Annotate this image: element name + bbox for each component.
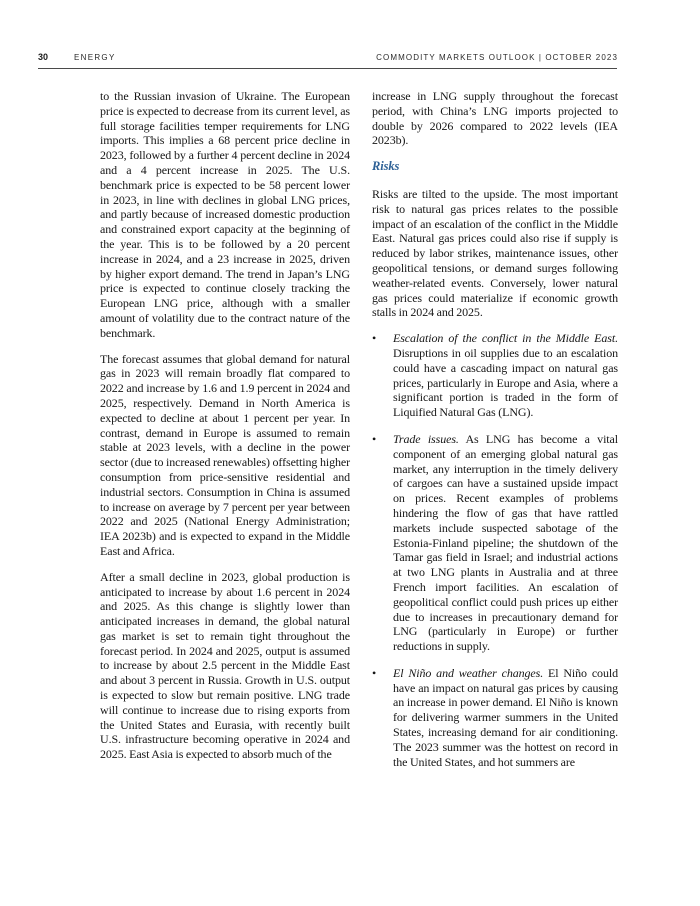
bullet-lead: Escalation of the conflict in the Middle East. [393,331,618,346]
bullet-body [393,432,618,654]
bullet-text: Disruptions in oil supplies due to an escalation could have a cascading impact on natural gas prices, particularly in Europe and Asia, where a significant portion is traded in the form of Liquified Natural Gas (LNG). [393,345,618,420]
bullet-body [393,666,618,770]
bullet-text: As LNG has become a vital component of an emerging global natural gas market, any interruption in the timely delivery of cargoes can have a sustained upside impact on prices. Recent examples of problems hindering the flow of gas that have rattled markets include suspected sabotage of the Estonia-Finland pipeline; the shutdown of the Tamar gas field in Israel; and industrial actions at two LNG plants in Australia and at three French import facilities. An escalation of geopolitical conflict could push prices up either due to increases in precautionary demand for LNG (particularly in Europe) or further reductions in supply. [393,431,618,654]
text-columns [100,89,618,781]
header-rule [38,68,617,69]
bullet-icon: • [372,331,377,346]
bullet-lead: Trade issues. [393,431,459,446]
bullet-item-el-nino [372,666,618,770]
paragraph-lng-prices: to the Russian invasion of Ukraine. The European price is expected to decrease from its current level, as full storage facilities temper requirements for LNG imports. This implies a 68 percent price decline in 2023, followed by a further 4 percent decline in 2024 and a 4 percent increase in 2025. The U.S. benchmark price is expected to be 58 percent lower in 2023, in line with declines in global LNG prices, and partly because of increased domestic production and constrained export capacity at the beginning of the year. This is to be followed by a 20 percent increase in 2024, and a 23 increase in 2025, driven by higher export demand. The trend in Japan’s LNG price is expected to continue closely tracking the European LNG price, although with a smaller amount of volatility due to the contract nature of the benchmark. [100,89,350,340]
bullet-icon: • [372,665,377,680]
paragraph-risks-overview: Risks are tilted to the upside. The most important risk to natural gas prices relates to the possible impact of an escalation of the conflict in the Middle East. Natural gas prices could also rise if supply is reduced by labor strikes, maintenance issues, other geopolitical tensions, or demand surges following weather-related events. Conversely, lower natural gas prices could materialize if economic growth stalls in 2024 and 2025. [372,186,618,320]
bullet-icon: • [372,431,377,446]
bullet-lead: El Niño and weather changes. [393,665,544,680]
risks-heading: Risks [372,159,400,174]
bullet-item-trade [372,432,618,654]
section-label: ENERGY [74,53,116,62]
right-column [372,89,618,781]
page-header [0,0,700,70]
paragraph-production-outlook: After a small decline in 2023, global production is anticipated to increase by about 1.6 percent in 2024 and 2025. As this change is slightly lower than anticipated increases in demand, the global natural gas market is set to remain tight throughout the forecast period. In 2024 and 2025, output is assumed to increase by about 2.5 percent in the Middle East and about 3 percent in Russia. Growth in U.S. output is expected to slow but remain positive. LNG trade will continue to increase due to rising exports from the United States and Eurasia, with recently built U.S. infrastructure becoming operative in 2024 and 2025. East Asia is expected to absorb much of the [100,569,350,762]
page-number: 30 [38,52,49,62]
bullet-item-conflict [372,331,618,420]
paragraph-demand-forecast: The forecast assumes that global demand for natural gas in 2023 will remain broadly flat compared to 2022 and increase by 1.6 and 1.9 percent in 2024 and 2025, respectively. Demand in North America is expected to decline at about 1 percent per year. In contrast, demand in Europe is assumed to remain stable at 2023 levels, with a decline in the power sector (due to increased renewables) offsetting higher consumption from price-sensitive residential and industrial sectors. Consumption in China is assumed to increase on average by 7 percent per year between 2022 and 2025 (National Energy Administration; IEA 2023b) and is expected to expand in the Middle East and Africa. [100,351,350,558]
bullet-text: El Niño could have an impact on natural gas prices by causing an increase in power demand. El Niño is known for delivering warmer summers in the United States, increasing demand for air conditioning. The 2023 summer was the hottest on record in the United States, and hot summers are [393,665,618,769]
left-column [100,89,350,781]
bullet-body [393,331,618,420]
paragraph-lng-supply: increase in LNG supply throughout the forecast period, with China’s LNG imports projected to double by 2026 compared to 2022 levels (IEA 2023b). [372,89,618,148]
report-title: COMMODITY MARKETS OUTLOOK | OCTOBER 2023 [376,53,618,62]
